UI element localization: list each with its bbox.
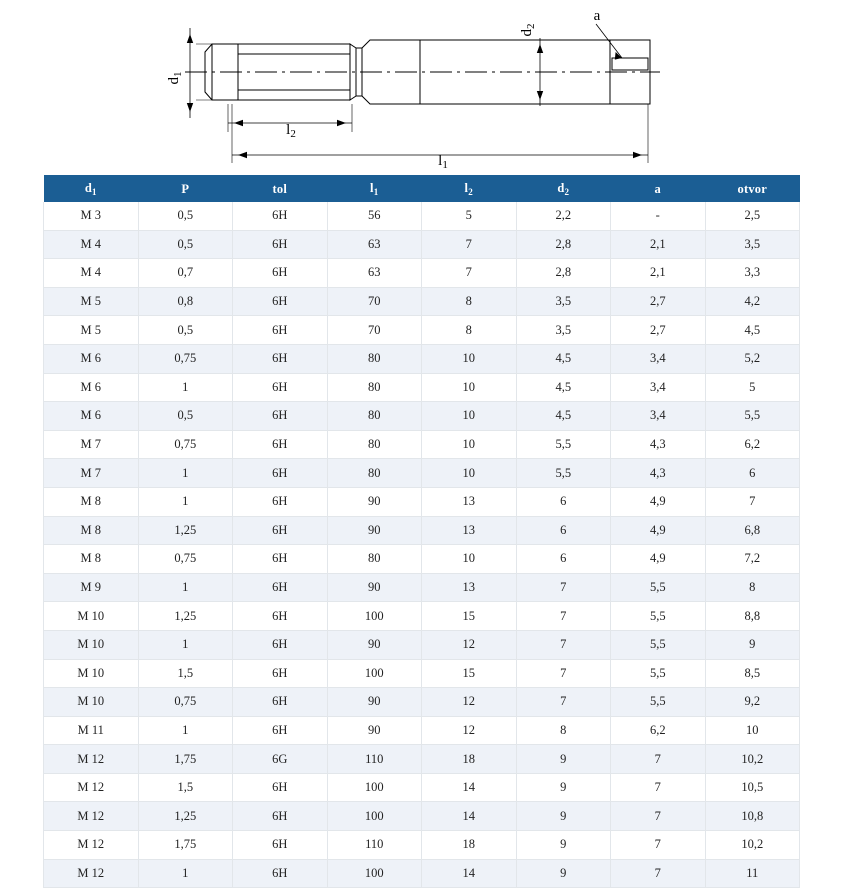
column-header-l1: $l_1$: [327, 175, 422, 202]
table-cell: 90: [327, 688, 422, 717]
table-cell: 10: [422, 459, 517, 488]
table-row: [44, 259, 800, 288]
table-row: [44, 459, 800, 488]
dim-label-d1: $d_1$: [166, 71, 184, 85]
table-cell: 6H: [233, 202, 328, 230]
table-cell: 7: [611, 859, 706, 888]
table-cell: M 6: [44, 373, 139, 402]
table-cell: 4,3: [611, 430, 706, 459]
table-cell: 2,2: [516, 202, 611, 230]
table-cell: 6H: [233, 430, 328, 459]
table-cell: M 8: [44, 487, 139, 516]
table-cell: 9: [516, 831, 611, 860]
table-cell: 7: [516, 659, 611, 688]
table-cell: 1,75: [138, 831, 233, 860]
table-cell: 12: [422, 688, 517, 717]
table-cell: 6: [516, 487, 611, 516]
table-cell: 5,5: [611, 573, 706, 602]
table-cell: 9: [516, 745, 611, 774]
table-cell: 6G: [233, 745, 328, 774]
table-cell: 8: [705, 573, 800, 602]
table-cell: 6H: [233, 459, 328, 488]
table-cell: 70: [327, 316, 422, 345]
table-cell: 1: [138, 630, 233, 659]
table-cell: 8,8: [705, 602, 800, 631]
table-cell: 6H: [233, 259, 328, 288]
table-cell: 2,7: [611, 287, 706, 316]
table-cell: 0,75: [138, 430, 233, 459]
table-cell: 4,5: [516, 344, 611, 373]
table-cell: M 7: [44, 430, 139, 459]
table-cell: 7: [705, 487, 800, 516]
dim-label-a: a: [593, 8, 601, 24]
table-cell: 6H: [233, 859, 328, 888]
table-cell: 2,8: [516, 259, 611, 288]
table-cell: 9: [705, 630, 800, 659]
table-cell: 2,1: [611, 259, 706, 288]
dim-label-d2: $d_2$: [519, 23, 537, 37]
column-header-a: a: [611, 175, 706, 202]
table-cell: 7: [611, 773, 706, 802]
table-cell: 90: [327, 487, 422, 516]
table-cell: M 10: [44, 659, 139, 688]
table-cell: 56: [327, 202, 422, 230]
table-cell: 6H: [233, 287, 328, 316]
table-cell: 6H: [233, 545, 328, 574]
table-cell: M 12: [44, 802, 139, 831]
table-cell: 2,5: [705, 202, 800, 230]
table-cell: M 5: [44, 316, 139, 345]
table-cell: 9: [516, 773, 611, 802]
table-cell: 1,75: [138, 745, 233, 774]
table-cell: 6,2: [611, 716, 706, 745]
table-cell: 13: [422, 573, 517, 602]
table-cell: 6H: [233, 602, 328, 631]
table-cell: M 7: [44, 459, 139, 488]
table-cell: 10: [422, 545, 517, 574]
table-cell: M 9: [44, 573, 139, 602]
table-cell: 10,5: [705, 773, 800, 802]
table-cell: 5,2: [705, 344, 800, 373]
table-cell: 6H: [233, 659, 328, 688]
table-cell: 0,5: [138, 230, 233, 259]
table-cell: 14: [422, 802, 517, 831]
table-cell: 6H: [233, 344, 328, 373]
table-row: [44, 344, 800, 373]
table-cell: M 4: [44, 230, 139, 259]
table-row: [44, 487, 800, 516]
table-cell: 0,7: [138, 259, 233, 288]
table-cell: 10: [422, 402, 517, 431]
table-cell: 1,25: [138, 516, 233, 545]
table-cell: 6H: [233, 402, 328, 431]
column-header-subscript: 2: [468, 187, 473, 197]
table-cell: 100: [327, 859, 422, 888]
table-cell: 13: [422, 487, 517, 516]
table-cell: M 12: [44, 773, 139, 802]
column-header-p: P: [138, 175, 233, 202]
table-cell: M 3: [44, 202, 139, 230]
table-cell: 6H: [233, 487, 328, 516]
table-cell: 100: [327, 659, 422, 688]
table-cell: M 10: [44, 630, 139, 659]
table-cell: 5,5: [516, 430, 611, 459]
table-cell: 63: [327, 230, 422, 259]
table-cell: M 4: [44, 259, 139, 288]
column-header-subscript: 1: [373, 187, 379, 197]
table-cell: 10: [705, 716, 800, 745]
column-header-d1: $d_1$: [44, 175, 139, 202]
table-cell: 6,8: [705, 516, 800, 545]
table-cell: 2,7: [611, 316, 706, 345]
table-cell: M 5: [44, 287, 139, 316]
table-row: [44, 573, 800, 602]
column-header-tol: tol: [233, 175, 328, 202]
table-row: [44, 202, 800, 230]
table-row: [44, 802, 800, 831]
table-header: [44, 175, 800, 202]
table-cell: 6H: [233, 831, 328, 860]
table-cell: 4,9: [611, 516, 706, 545]
table-cell: 7,2: [705, 545, 800, 574]
table-cell: M 12: [44, 831, 139, 860]
table-cell: 10,2: [705, 745, 800, 774]
table-row: [44, 602, 800, 631]
table-cell: 0,75: [138, 688, 233, 717]
table-cell: 7: [516, 602, 611, 631]
column-header-l2: $l_2$: [422, 175, 517, 202]
table-cell: 7: [611, 745, 706, 774]
technical-drawing: [0, 0, 843, 175]
table-cell: 3,4: [611, 344, 706, 373]
table-cell: 6H: [233, 316, 328, 345]
table-cell: 1,25: [138, 802, 233, 831]
table-cell: 6H: [233, 230, 328, 259]
table-cell: 0,5: [138, 402, 233, 431]
table-cell: 1,25: [138, 602, 233, 631]
table-cell: M 6: [44, 344, 139, 373]
table-cell: 3,5: [516, 287, 611, 316]
table-cell: 90: [327, 516, 422, 545]
table-cell: 1: [138, 573, 233, 602]
table-row: [44, 287, 800, 316]
table-cell: 80: [327, 402, 422, 431]
table-cell: 15: [422, 659, 517, 688]
table-row: [44, 688, 800, 717]
table-cell: 13: [422, 516, 517, 545]
table-cell: 6,2: [705, 430, 800, 459]
table-row: [44, 659, 800, 688]
table-row: [44, 373, 800, 402]
table-cell: 4,5: [516, 373, 611, 402]
table-cell: 8: [422, 287, 517, 316]
table-cell: M 11: [44, 716, 139, 745]
table-cell: 5,5: [611, 630, 706, 659]
table-cell: 100: [327, 773, 422, 802]
table-cell: 100: [327, 802, 422, 831]
table-cell: 3,4: [611, 373, 706, 402]
table-cell: 6: [516, 545, 611, 574]
table-cell: 70: [327, 287, 422, 316]
table-cell: 7: [422, 259, 517, 288]
table-row: [44, 402, 800, 431]
table-cell: 1: [138, 373, 233, 402]
dim-label-l2: $l_2$: [286, 122, 296, 140]
table-cell: 14: [422, 859, 517, 888]
table-cell: 7: [611, 831, 706, 860]
table-row: [44, 773, 800, 802]
table-cell: M 12: [44, 745, 139, 774]
table-cell: 9: [516, 859, 611, 888]
table-cell: 6H: [233, 630, 328, 659]
table-cell: 6H: [233, 773, 328, 802]
spec-table: [43, 175, 800, 888]
table-body: [44, 202, 800, 888]
table-cell: 10,2: [705, 831, 800, 860]
table-cell: 5,5: [611, 688, 706, 717]
table-cell: 10: [422, 373, 517, 402]
table-cell: 80: [327, 459, 422, 488]
table-cell: 1,5: [138, 659, 233, 688]
table-cell: 4,5: [705, 316, 800, 345]
table-cell: 4,9: [611, 545, 706, 574]
table-cell: M 12: [44, 859, 139, 888]
table-cell: 110: [327, 831, 422, 860]
spec-table-container: [0, 175, 843, 888]
table-cell: 6: [516, 516, 611, 545]
table-cell: 90: [327, 573, 422, 602]
table-cell: 4,3: [611, 459, 706, 488]
table-cell: 0,75: [138, 545, 233, 574]
table-cell: 90: [327, 716, 422, 745]
table-cell: 18: [422, 831, 517, 860]
table-cell: 1: [138, 459, 233, 488]
table-row: [44, 745, 800, 774]
column-header-d2: $d_2$: [516, 175, 611, 202]
table-cell: 5,5: [516, 459, 611, 488]
table-cell: 63: [327, 259, 422, 288]
column-header-subscript: 1: [91, 187, 97, 197]
table-cell: 3,5: [516, 316, 611, 345]
table-cell: 2,8: [516, 230, 611, 259]
table-row: [44, 831, 800, 860]
table-cell: 6H: [233, 716, 328, 745]
dim-label-l1: $l_1$: [438, 153, 448, 171]
table-cell: 0,8: [138, 287, 233, 316]
table-cell: 3,5: [705, 230, 800, 259]
table-cell: 5: [422, 202, 517, 230]
table-row: [44, 630, 800, 659]
table-cell: 9,2: [705, 688, 800, 717]
table-cell: 2,1: [611, 230, 706, 259]
table-cell: 90: [327, 630, 422, 659]
table-cell: 8: [422, 316, 517, 345]
table-cell: 6H: [233, 573, 328, 602]
table-cell: 4,9: [611, 487, 706, 516]
table-cell: 0,5: [138, 202, 233, 230]
table-cell: 7: [516, 688, 611, 717]
table-cell: 7: [516, 630, 611, 659]
table-cell: 6H: [233, 688, 328, 717]
table-cell: 1: [138, 859, 233, 888]
table-cell: 0,75: [138, 344, 233, 373]
table-cell: 10: [422, 344, 517, 373]
table-cell: 6H: [233, 516, 328, 545]
table-cell: 11: [705, 859, 800, 888]
table-cell: 110: [327, 745, 422, 774]
table-cell: 5,5: [611, 602, 706, 631]
table-cell: 80: [327, 344, 422, 373]
table-cell: M 10: [44, 688, 139, 717]
table-cell: 18: [422, 745, 517, 774]
table-cell: 1,5: [138, 773, 233, 802]
table-cell: 5,5: [705, 402, 800, 431]
table-cell: 3,4: [611, 402, 706, 431]
table-cell: 8,5: [705, 659, 800, 688]
table-cell: 6H: [233, 373, 328, 402]
table-cell: 10,8: [705, 802, 800, 831]
table-row: [44, 316, 800, 345]
table-cell: 5,5: [611, 659, 706, 688]
table-cell: 1: [138, 716, 233, 745]
table-cell: 7: [611, 802, 706, 831]
table-cell: 15: [422, 602, 517, 631]
table-cell: 3,3: [705, 259, 800, 288]
table-cell: 14: [422, 773, 517, 802]
table-cell: M 10: [44, 602, 139, 631]
table-cell: 12: [422, 716, 517, 745]
column-header-otvor: otvor: [705, 175, 800, 202]
table-row: [44, 545, 800, 574]
table-row: [44, 430, 800, 459]
table-cell: 0,5: [138, 316, 233, 345]
table-cell: 80: [327, 430, 422, 459]
table-cell: M 6: [44, 402, 139, 431]
table-cell: 10: [422, 430, 517, 459]
table-cell: 5: [705, 373, 800, 402]
table-cell: 12: [422, 630, 517, 659]
table-cell: 6: [705, 459, 800, 488]
table-cell: -: [611, 202, 706, 230]
table-header-row: [44, 175, 800, 202]
table-cell: 7: [516, 573, 611, 602]
table-row: [44, 859, 800, 888]
table-cell: 1: [138, 487, 233, 516]
table-row: [44, 230, 800, 259]
table-cell: 4,5: [516, 402, 611, 431]
table-cell: 8: [516, 716, 611, 745]
column-header-subscript: 2: [564, 187, 570, 197]
table-row: [44, 716, 800, 745]
table-cell: 4,2: [705, 287, 800, 316]
table-cell: 80: [327, 373, 422, 402]
table-cell: 100: [327, 602, 422, 631]
table-row: [44, 516, 800, 545]
table-cell: 80: [327, 545, 422, 574]
table-cell: 7: [422, 230, 517, 259]
table-cell: M 8: [44, 545, 139, 574]
table-cell: 6H: [233, 802, 328, 831]
table-cell: 9: [516, 802, 611, 831]
table-cell: M 8: [44, 516, 139, 545]
